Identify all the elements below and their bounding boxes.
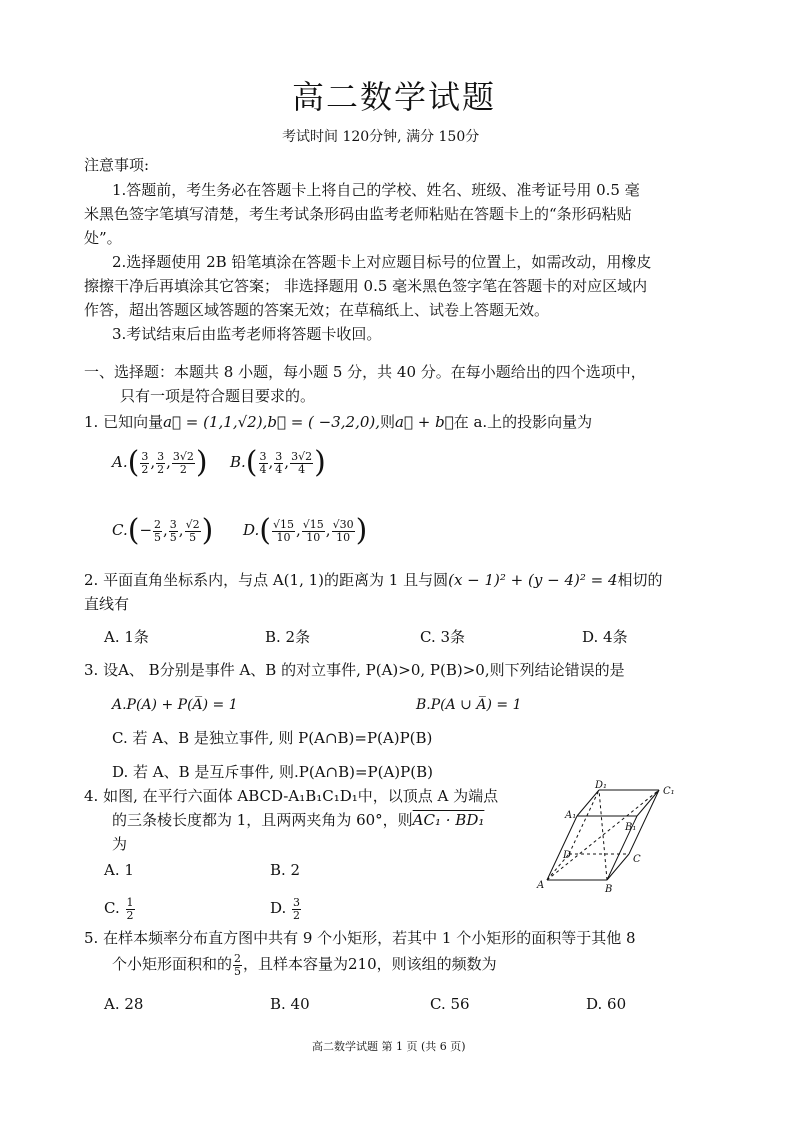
question-2-stem-cont: 直线有 [84,595,130,613]
notice-item-2: 2.选择题使用 2B 铅笔填涂在答题卡上对应题目标号的位置上，如需改动，用橡皮 [112,253,652,271]
q3-option-c: C. 若 A、B 是独立事件, 则 P(A∩B)=P(A)P(B) [112,729,433,747]
notice-item-2-end: 作答，超出答题区域答题的答案无效；在草稿纸上、试卷上答题无效。 [84,301,550,319]
question-3-stem: 3. 设A、 B分别是事件 A、B 的对立事件, P(A)>0, P(B)>0,则下列结论错误的是 [84,661,625,679]
question-4-stem-end: 为 [112,835,128,853]
q4-option-b: B. 2 [270,861,301,879]
q5-option-c: C. 56 [430,995,470,1013]
q3-option-a: A.P(A) + P(A̅) = 1 [112,697,238,713]
vertex-label-c: C [633,854,641,865]
question-5-stem-cont: 个小矩形面积和的 $\frac{2}{5}$ ，且样本容量为210，则该组的频数为 [112,951,497,978]
q5-option-a: A. 28 [104,995,144,1013]
notice-item-1: 1.答题前，考生务必在答题卡上将自己的学校、姓名、班级、准考证号用 0.5 毫 [112,181,640,199]
vertex-label-a: A [537,880,545,891]
exam-time: 考试时间 120分钟, 满分 150分 [282,129,480,145]
vertex-label-a1: A₁ [565,810,577,821]
q1-option-b: B.( $\frac{3}{4}$ , $\frac{3}{4}$ , $\frac{3√2}{4}$ ) [230,445,326,480]
notice-item-3: 3.考试结束后由监考老师将答题卡收回。 [112,325,382,343]
notice-heading: 注意事项: [84,156,150,174]
q1-option-d: D.( $\frac{√15}{10}$ , $\frac{√15}{10}$ , $\frac{√30}{10}$ ) [243,513,368,548]
q1-option-c: C.(− $\frac{2}{5}$ , $\frac{3}{5}$ , $\frac{√2}{5}$ ) [112,513,214,548]
section-heading-cont: 只有一项是符合题目要求的。 [120,387,316,405]
q3-option-b: B.P(A ∪ A̅) = 1 [416,697,522,713]
q4-option-d: D. $\frac{3}{2}$ [270,895,301,922]
section-heading: 一、选择题：本题共 8 小题，每小题 5 分，共 40 分。在每小题给出的四个选项中， [84,363,646,381]
q2-option-b: B. 2条 [265,628,311,646]
vertex-label-d1: D₁ [595,780,608,791]
vertex-label-d: D [563,850,572,861]
question-4-stem-cont: 的三条棱长度都为 1，且两两夹角为 60°，则AC₁ · BD₁ [112,811,485,829]
parallelepiped-figure [535,780,695,895]
q4-option-c: C. $\frac{1}{2}$ [104,895,134,922]
q4-option-a: A. 1 [104,861,134,879]
notice-item-2-cont: 擦擦干净后再填涂其它答案； 非选择题用 0.5 毫米黑色签字笔在答题卡的对应区域内 [84,277,648,295]
q2-option-c: C. 3条 [420,628,466,646]
page-title: 高二数学试题 [292,78,497,116]
vertex-label-c1: C₁ [663,786,675,797]
question-1-stem: 1. 已知向量a⃗ = (1,1,√2),b⃗ = ( −3,2,0),则a⃗ + b⃗在 a.上的投影向量为 [84,413,593,431]
question-4-stem: 4. 如图, 在平行六面体 ABCD-A₁B₁C₁D₁中，以顶点 A 为端点 [84,787,499,805]
q3-option-d: D. 若 A、B 是互斥事件, 则.P(A∩B)=P(A)P(B) [112,763,433,781]
vertex-label-b: B [605,884,613,895]
notice-item-1-cont: 米黑色签字笔填写清楚，考生考试条形码由监考老师粘贴在答题卡上的“条形码粘贴 [84,205,632,223]
q1-option-a: A.( $\frac{3}{2}$ , $\frac{3}{2}$ , $\frac{3√2}{2}$ ) [112,445,208,480]
q5-option-d: D. 60 [586,995,627,1013]
vertex-label-b1: B₁ [625,822,637,833]
q2-option-d: D. 4条 [582,628,628,646]
question-2-stem: 2. 平面直角坐标系内，与点 A(1, 1)的距离为 1 且与圆(x − 1)² + (y − 4)² = 4相切的 [84,571,663,589]
question-5-stem: 5. 在样本频率分布直方图中共有 9 个小矩形，若其中 1 个小矩形的面积等于其他 8 [84,929,636,947]
page-footer: 高二数学试题 第 1 页 (共 6 页) [312,1040,466,1053]
q5-option-b: B. 40 [270,995,310,1013]
q2-option-a: A. 1条 [104,628,149,646]
notice-item-1-end: 处”。 [84,229,122,247]
